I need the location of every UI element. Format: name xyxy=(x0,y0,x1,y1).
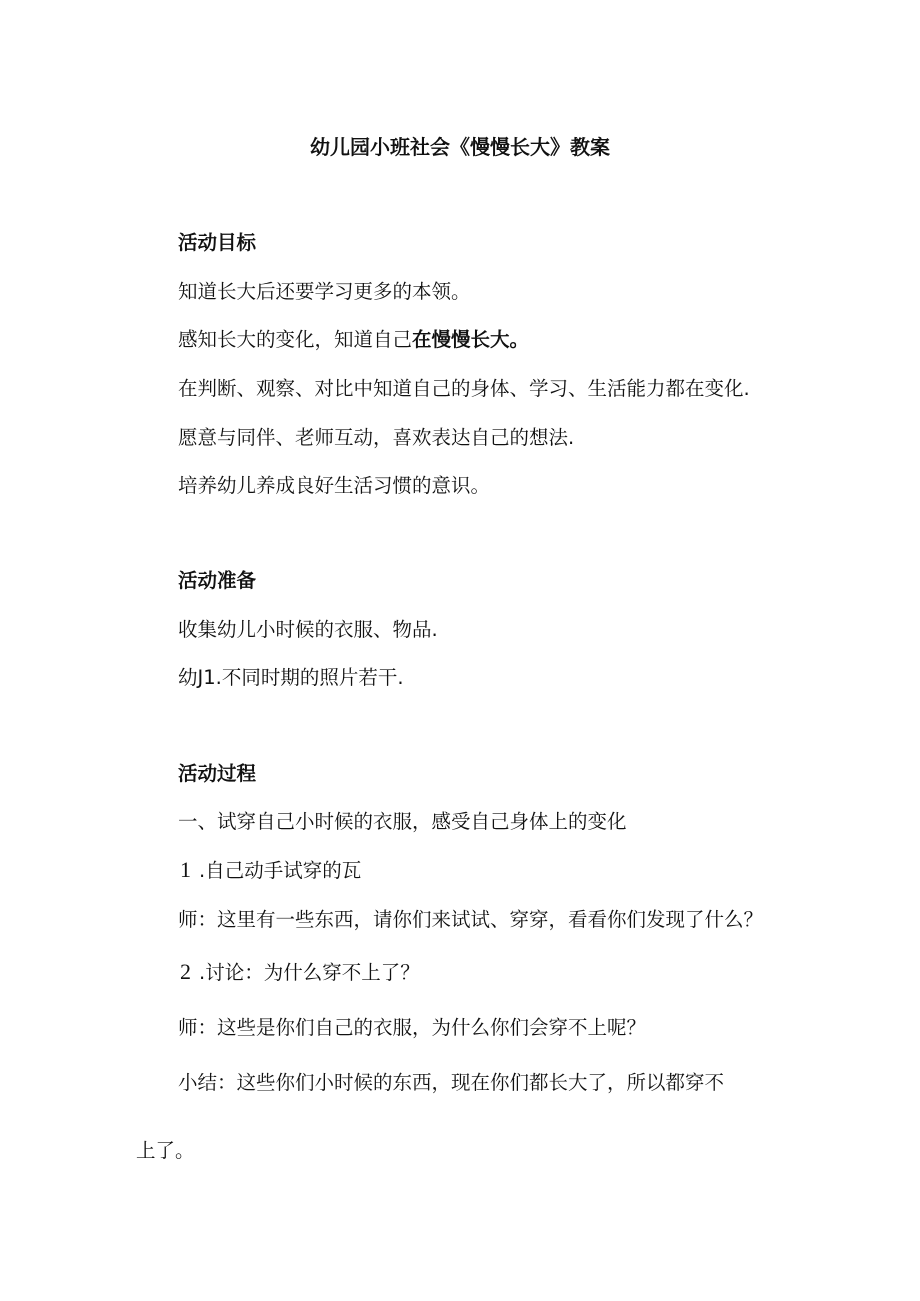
goal-item-1: 知道长大后还要学习更多的本领。 xyxy=(178,280,471,303)
teacher-line-1: 师：这里有一些东西，请你们来试试、穿穿，看看你们发现了什么？ xyxy=(178,908,764,931)
process-sub-2 xyxy=(180,958,420,987)
goal-item-2-text: 感知长大的变化，知道自己 xyxy=(178,328,413,351)
goal-item-2 xyxy=(178,326,529,354)
document-title: 幼儿园小班社会《慢慢长大》教案 xyxy=(310,135,610,159)
goal-item-2-emphasis: 在慢慢长大。 xyxy=(412,328,530,351)
preparation-item-2: 幼J1.不同时期的照片若干. xyxy=(178,666,404,689)
summary-line-2: 上了。 xyxy=(136,1139,195,1162)
process-sub-1 xyxy=(180,856,361,885)
section-heading-preparation: 活动准备 xyxy=(178,569,257,592)
goal-item-4: 愿意与同伴、老师互动，喜欢表达自己的想法. xyxy=(178,426,575,449)
process-sub-2-number: 2 xyxy=(180,959,191,984)
process-step-1-title: 一、试穿自己小时候的衣服，感受自己身体上的变化 xyxy=(178,810,627,833)
teacher-line-2: 师：这些是你们自己的衣服，为什么你们会穿不上呢？ xyxy=(178,1016,647,1039)
goal-item-3: 在判断、观察、对比中知道自己的身体、学习、生活能力都在变化. xyxy=(178,377,750,400)
goal-item-5: 培养幼儿养成良好生活习惯的意识。 xyxy=(178,474,491,497)
summary-line-1: 小结：这些你们小时候的东西，现在你们都长大了，所以都穿不 xyxy=(178,1071,725,1094)
process-sub-1-number: 1 xyxy=(180,857,191,882)
section-heading-goals: 活动目标 xyxy=(178,231,257,254)
process-sub-2-text: .讨论：为什么穿不上了？ xyxy=(199,961,420,984)
process-sub-1-text: .自己动手试穿的瓦 xyxy=(199,859,362,882)
section-heading-process: 活动过程 xyxy=(178,762,257,785)
preparation-item-1: 收集幼儿小时候的衣服、物品. xyxy=(178,618,438,641)
